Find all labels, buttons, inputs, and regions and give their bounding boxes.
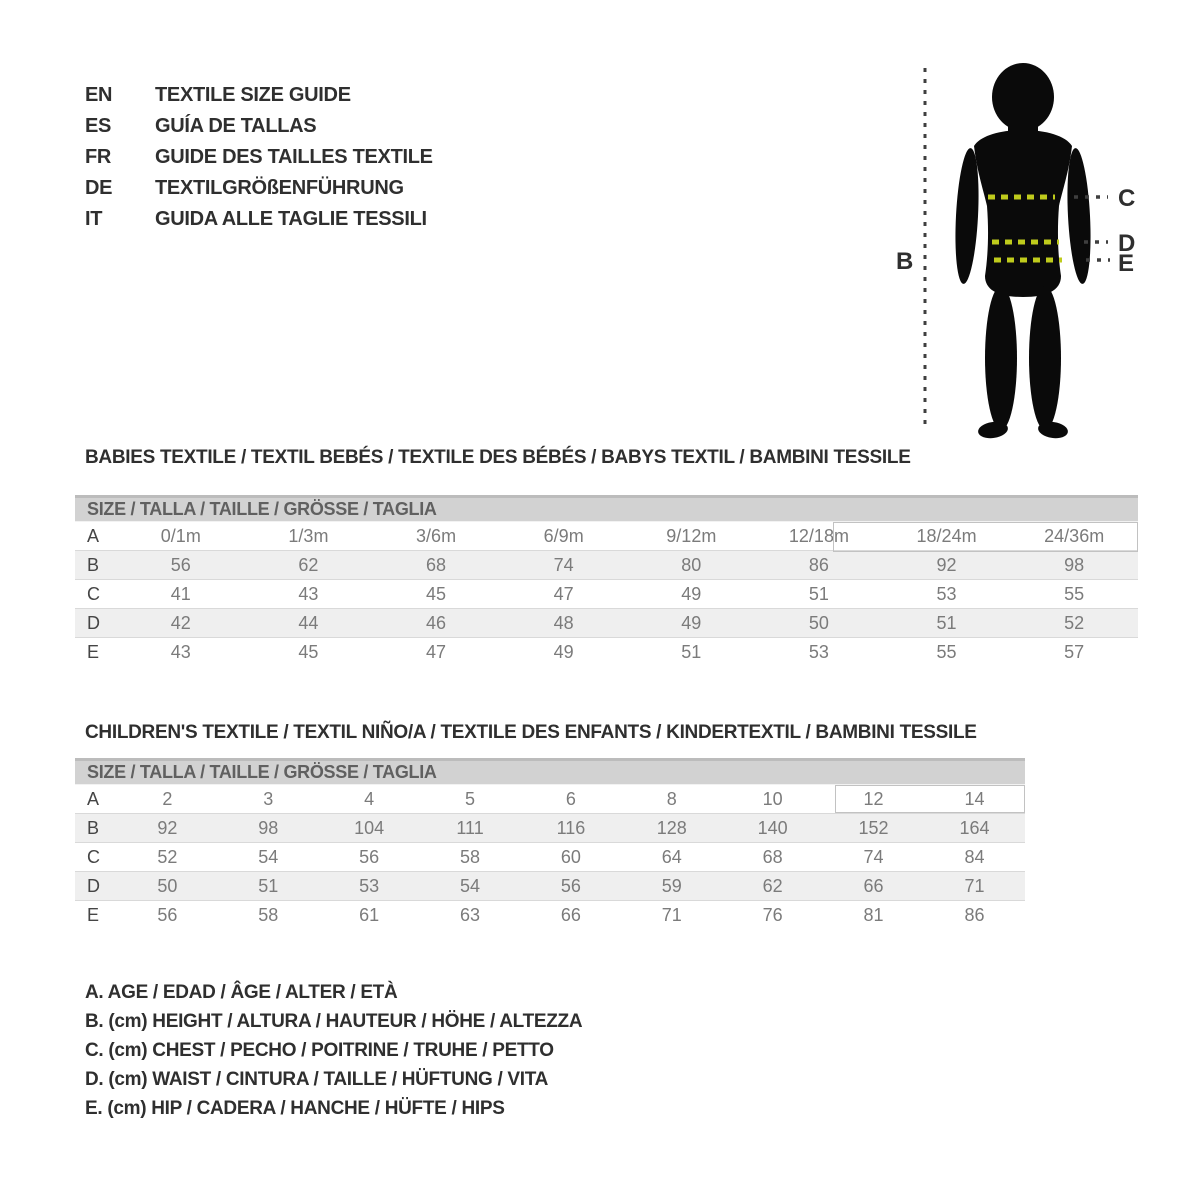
size-cell: 60 [560,846,581,867]
row-label: B [87,554,100,575]
measurement-legend [85,982,582,1127]
row-label: A [87,788,100,809]
language-title: GUIDE DES TAILLES TEXTILE [155,146,433,168]
child-silhouette-diagram [860,40,1200,460]
size-cell: 68 [762,846,783,867]
language-row-de [85,173,433,204]
child-silhouette [952,63,1093,440]
height-label: B [896,248,914,275]
measurement-figure [860,40,1200,460]
size-cell: 58 [258,904,279,925]
size-cell: 55 [1064,583,1085,604]
size-cell: 4 [364,788,375,809]
legend-height: B. (cm) HEIGHT / ALTURA / HAUTEUR / HÖHE / ALTEZZA [85,1011,583,1032]
size-cell: 43 [298,583,319,604]
hip-label: E [1118,250,1135,277]
size-cell: 0/1m [160,525,201,546]
children-table-wrap [75,758,1025,929]
size-cell: 51 [681,641,702,662]
table-row [75,872,1025,901]
table-row [75,580,1138,609]
size-cell: 46 [426,612,447,633]
size-cell: 81 [863,904,884,925]
size-cell: 71 [661,904,682,925]
babies-table-wrap [75,495,1138,666]
children-size-table [75,784,1025,929]
size-cell: 111 [456,817,484,838]
size-cell: 104 [354,817,385,838]
size-cell: 86 [964,904,985,925]
size-cell: 47 [426,641,447,662]
legend-age: A. AGE / EDAD / ÂGE / ALTER / ETÀ [85,982,398,1003]
size-cell: 49 [553,641,574,662]
size-header-bar: SIZE / TALLA / TAILLE / GRÖSSE / TAGLIA [75,758,1025,784]
size-cell: 80 [681,554,702,575]
size-cell: 48 [553,612,574,633]
babies-section-title: BABIES TEXTILE / TEXTIL BEBÉS / TEXTILE DES BÉBÉS / BABYS TEXTIL / BAMBINI TESSILE [85,447,911,468]
size-cell: 54 [258,846,279,867]
table-row [75,609,1138,638]
size-cell: 2 [162,788,173,809]
size-cell: 59 [661,875,682,896]
language-code: FR [85,146,112,168]
legend-waist: D. (cm) WAIST / CINTURA / TAILLE / HÜFTUNG / VITA [85,1069,549,1090]
children-section-title: CHILDREN'S TEXTILE / TEXTIL NIÑO/A / TEXTILE DES ENFANTS / KINDERTEXTIL / BAMBINI TESSILE [85,722,977,743]
size-cell: 53 [359,875,380,896]
size-cell: 84 [964,846,985,867]
size-cell: 55 [936,641,957,662]
size-cell: 152 [858,817,889,838]
size-cell: 44 [298,612,319,633]
size-cell: 68 [426,554,447,575]
size-cell: 56 [157,904,178,925]
language-row-en [85,80,433,111]
size-cell: 74 [863,846,884,867]
size-cell: 53 [808,641,829,662]
size-cell: 62 [762,875,783,896]
size-cell: 52 [157,846,178,867]
size-cell: 57 [1064,641,1085,662]
table-row [75,522,1138,551]
size-cell: 64 [661,846,682,867]
row-label: E [87,641,100,662]
legend-hip: E. (cm) HIP / CADERA / HANCHE / HÜFTE / HIPS [85,1098,505,1119]
table-row [75,814,1025,843]
language-title: TEXTILGRÖßENFÜHRUNG [155,177,404,199]
size-cell: 66 [560,904,581,925]
language-title: TEXTILE SIZE GUIDE [155,84,351,106]
size-cell: 50 [157,875,178,896]
size-cell: 6/9m [543,525,584,546]
row-label: B [87,817,100,838]
size-cell: 51 [936,612,957,633]
size-cell: 56 [170,554,191,575]
size-cell: 49 [681,583,702,604]
row-label: A [87,525,100,546]
size-cell: 24/36m [1044,525,1105,546]
language-row-it [85,204,433,235]
size-cell: 76 [762,904,783,925]
size-cell: 63 [460,904,481,925]
legend-chest: C. (cm) CHEST / PECHO / POITRINE / TRUHE / PETTO [85,1040,554,1061]
size-cell: 66 [863,875,884,896]
size-cell: 92 [936,554,957,575]
waist-label: D [1118,230,1136,257]
row-label: D [87,875,100,896]
size-cell: 62 [298,554,319,575]
size-cell: 56 [359,846,380,867]
size-cell: 92 [157,817,178,838]
language-row-es [85,111,433,142]
size-cell: 14 [964,788,985,809]
size-cell: 1/3m [288,525,329,546]
size-cell: 74 [553,554,574,575]
size-cell: 56 [560,875,581,896]
size-cell: 71 [964,875,985,896]
row-label: D [87,612,100,633]
babies-size-table [75,521,1138,666]
size-cell: 8 [666,788,677,809]
size-cell: 164 [959,817,990,838]
language-title: GUÍA DE TALLAS [155,115,317,137]
size-cell: 52 [1064,612,1085,633]
size-cell: 51 [258,875,279,896]
row-label: C [87,583,100,604]
size-header-bar: SIZE / TALLA / TAILLE / GRÖSSE / TAGLIA [75,495,1138,521]
size-cell: 51 [808,583,829,604]
size-cell: 53 [936,583,957,604]
size-cell: 98 [258,817,279,838]
table-row [75,551,1138,580]
size-cell: 3/6m [416,525,457,546]
size-cell: 45 [426,583,447,604]
size-cell: 43 [170,641,191,662]
row-label: C [87,846,100,867]
size-cell: 128 [656,817,687,838]
size-cell: 12/18m [788,525,849,546]
size-cell: 18/24m [916,525,977,546]
language-code: IT [85,208,103,230]
size-cell: 140 [757,817,788,838]
row-label: E [87,904,100,925]
size-cell: 45 [298,641,319,662]
size-cell: 3 [263,788,274,809]
language-title-list [85,80,433,235]
size-cell: 5 [465,788,476,809]
table-row [75,843,1025,872]
language-code: DE [85,177,113,199]
size-cell: 61 [359,904,380,925]
size-cell: 9/12m [666,525,717,546]
size-cell: 98 [1064,554,1085,575]
language-row-fr [85,142,433,173]
table-row [75,785,1025,814]
size-cell: 42 [170,612,191,633]
table-row [75,901,1025,930]
language-code: ES [85,115,112,137]
size-cell: 116 [556,817,586,838]
size-cell: 41 [170,583,191,604]
size-cell: 54 [460,875,481,896]
language-title: GUIDA ALLE TAGLIE TESSILI [155,208,427,230]
size-cell: 49 [681,612,702,633]
size-cell: 12 [863,788,884,809]
size-cell: 58 [460,846,481,867]
chest-label: C [1118,185,1136,212]
language-code: EN [85,84,113,106]
size-cell: 10 [762,788,783,809]
size-cell: 86 [808,554,829,575]
size-cell: 47 [553,583,574,604]
size-cell: 50 [808,612,829,633]
size-cell: 6 [565,788,576,809]
table-row [75,638,1138,667]
